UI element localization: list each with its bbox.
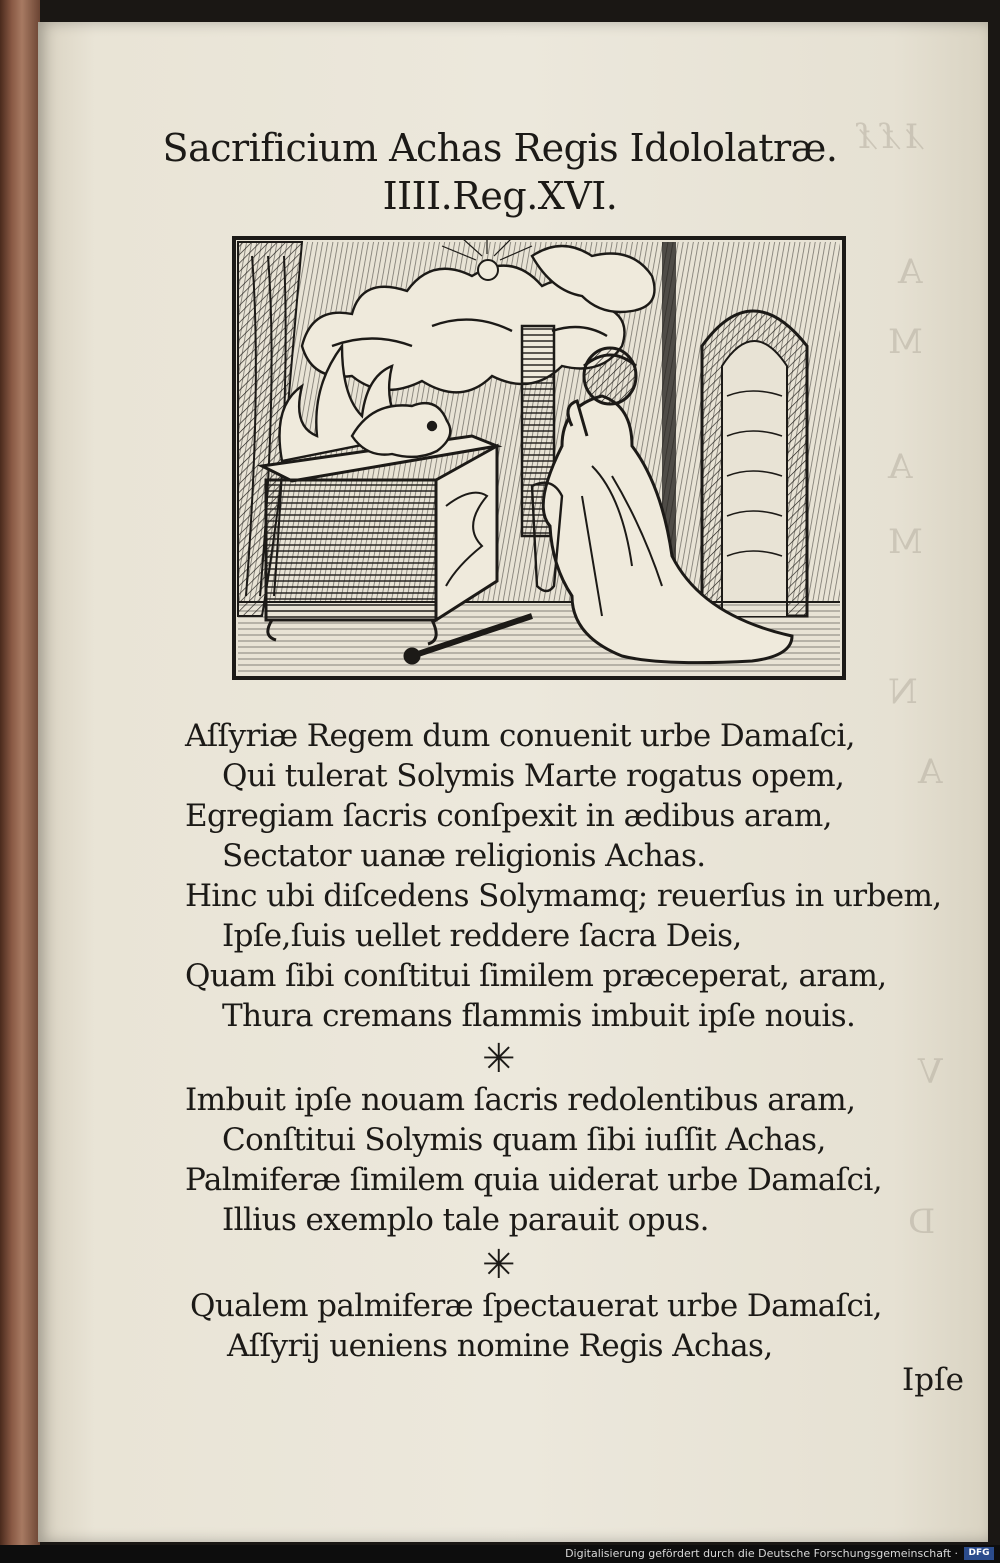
dfg-logo-icon: DFG [964,1547,994,1560]
verse-line: Palmiferæ ſimilem quia uiderat urbe Damaſci, [185,1162,882,1198]
stanza-separator: ✳ [482,1242,516,1288]
bleed-through: I̷ ſ̷ ſ̷ [858,117,919,157]
stanza-separator: ✳ [482,1036,516,1082]
book-spine [0,0,40,1545]
verse-line: Quam ſibi conſtitui ſimilem præceperat, aram, [185,958,887,994]
verse-line: Aſſyriæ Regem dum conuenit urbe Damaſci, [185,718,855,754]
verse-line: Thura cremans flammis imbuit ipſe nouis. [222,998,856,1034]
verse-line: Sectator uanæ religionis Achas. [222,838,706,874]
bible-reference: IIII.Reg.XVI. [382,174,618,218]
verse-line: Qualem palmiferæ ſpectauerat urbe Damaſci, [190,1288,882,1324]
bleed-through: M [888,522,923,562]
page-title: Sacrificium Achas Regis Idololatræ. [162,126,838,170]
bleed-through: A [898,252,923,292]
footer-credit: Digitalisierung gefördert durch die Deutsche Forschungsgemeinschaft · [565,1547,958,1560]
verse-line: Illius exemplo tale parauit opus. [222,1202,709,1238]
verse-line: Conſtitui Solymis quam ſibi iuſſit Achas, [222,1122,826,1158]
digitization-footer [0,1545,1000,1563]
verse-line: Egregiam ſacris conſpexit in ædibus aram, [185,798,832,834]
verse-line: Aſſyrij ueniens nomine Regis Achas, [227,1328,773,1364]
bleed-through: A [888,447,913,487]
verse-line: Imbuit ipſe nouam ſacris redolentibus aram, [185,1082,856,1118]
verse-line: Hinc ubi diſcedens Solymamq; reuerſus in urbem, [185,878,942,914]
woodcut-illustration [232,236,846,680]
bleed-through: A [918,752,943,792]
catchword: Ipſe [902,1362,964,1398]
bleed-through: N [888,672,918,712]
bleed-through: V [918,1052,943,1092]
verse-line: Qui tulerat Solymis Marte rogatus opem, [222,758,845,794]
bleed-through: M [888,322,923,362]
bleed-through: D [908,1202,936,1242]
verse-line: Ipſe,ſuis uellet reddere ſacra Deis, [222,918,742,954]
